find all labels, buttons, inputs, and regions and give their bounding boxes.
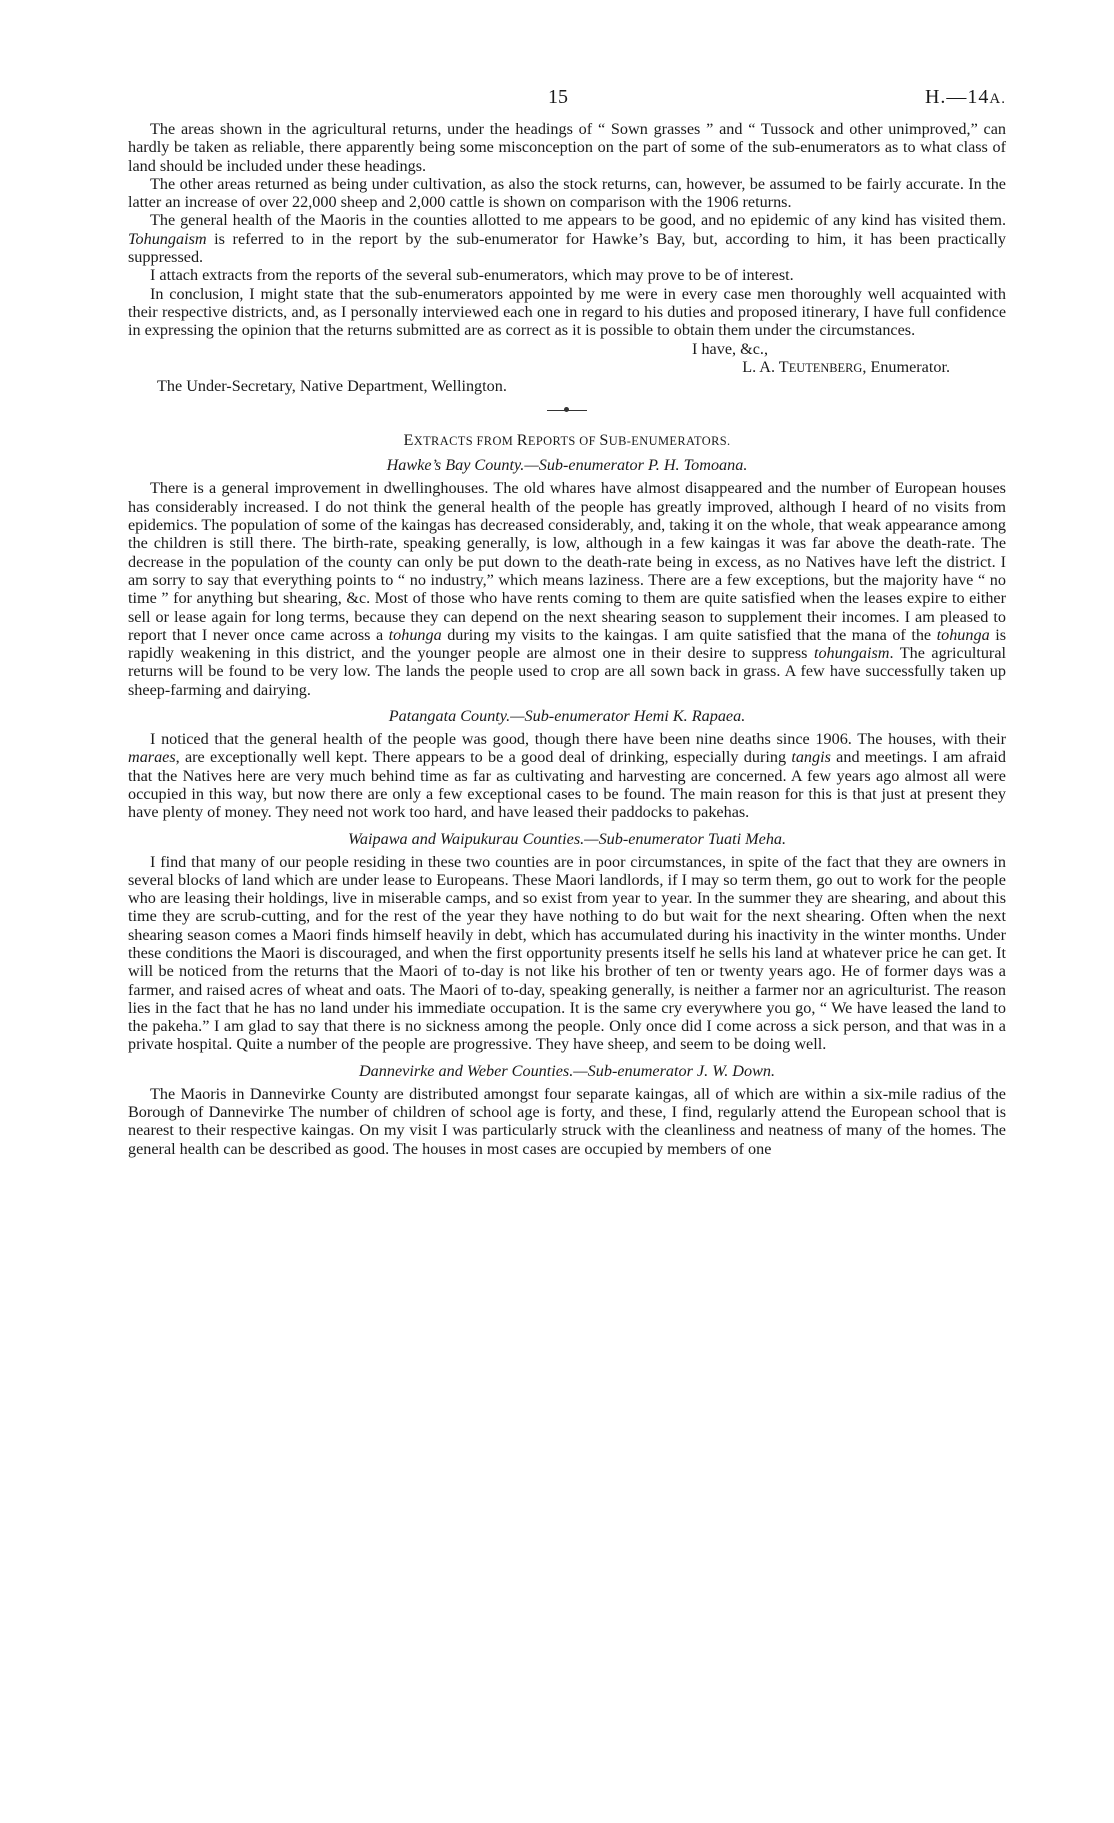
section-heading-patangata: Patangata County.—Sub-enumerator Hemi K. Rapaea. xyxy=(388,707,746,726)
text-run: The general health of the Maoris in the counties allotted to me appears to be good, and no epidemic of any kind has visited them. xyxy=(150,211,1006,230)
section-paragraph: The Maoris in Dannevirke County are distributed amongst four separate kaingas, all of which are within a six-mile radius of the Borough of Dannevirke The number of children of school age is forty, and these, I find, regularly attend the European school that is nearest to their respective kaingas. On my visit I was particularly struck with the cleanliness and neatness of many of the homes. The general health can be described as good. The houses in most cases are occupied by members of one xyxy=(128,1084,1006,1158)
reference-suffix: A. xyxy=(989,91,1006,107)
extracts-heading: EXTRACTS FROM REPORTS OF SUB-ENUMERATORS. xyxy=(403,431,731,450)
section-paragraph: I find that many of our people residing in these two counties are in poor circumstances, in spite of the fact that they are owners in several blocks of land which are under lease to Europeans. These Maori landlords, if I may so term them, go out to work for the people who are leasing their holdings, live in miserable camps, and so exist from year to year. In the summer they are shearing, and about this time they are scrub-cutting, and for the rest of the year they have nothing to do but wait for the next shearing. Often when the next shearing season comes a Maori finds himself heavily in debt, which has accumulated during his inactivity in the winter months. Under these conditions the Maori is discouraged, and when the first opportunity presents itself he sells his land at whatever price he can get. It will be noticed from the returns that the Maori of to-day is not like his brother of ten or twenty years ago. He of former days was a farmer, and raised acres of wheat and oats. The Maori of to-day, speaking generally, is neither a farmer nor an agriculturist. The reason lies in the fact that he has no land under his immediate occupation. It is the same cry everywhere you go, “ We have leased the land to the pakeha.” I am glad to say that there is no sickness among the people. Only once did I come across a sick person, and that was in a private hospital. Quite a number of the people are progressive. They have sheep, and seem to be doing well. xyxy=(128,852,1006,1054)
page-number: 15 xyxy=(548,86,568,108)
surname-rest: EUTENBERG xyxy=(788,360,863,375)
intro-paragraph xyxy=(128,211,1006,266)
italic-term: tangis xyxy=(791,748,831,767)
intro-paragraph: In conclusion, I might state that the sub-enumerators appointed by me were in every case men thoroughly well acquainted with their respective districts, and, as I personally interviewed each one in regard to his duties and proposed itinerary, I have full confidence in expressing the opinion that the returns submitted are as correct as it is possible to obtain them under the circumstances. xyxy=(128,284,1006,340)
italic-term: tohunga xyxy=(936,625,990,644)
signature-name xyxy=(128,358,1006,377)
addressee: The Under-Secretary, Native Department, Wellington. xyxy=(157,377,507,396)
section-heading-waipawa: Waipawa and Waipukurau Counties.—Sub-enumerator Tuati Meha. xyxy=(347,829,787,848)
intro-paragraph: The other areas returned as being under cultivation, as also the stock returns, can, however, be assumed to be fairly accurate. In the latter an increase of over 22,000 sheep and 2,000 cattle is shown on comparison with the 1906 returns. xyxy=(128,174,1006,212)
signature-initials: L. A. xyxy=(742,357,779,376)
section-paragraph: I noticed that the general health of the people was good, though there have been nine deaths since 1906. The houses, with their maraes, are exceptionally well kept. There appears to be a good deal of drinking, especially during tangis and meetings. I am afraid that the Natives here are very much behind time as far as cultivating and harvesting are concerned. A few years ago almost all were occupied in this way, but now there are only a few exceptional cases to be found. The main reason for this is that just at present they have plenty of money. They need not work too hard, and have leased their paddocks to pakehas. xyxy=(128,730,1006,822)
italic-term: tohungaism xyxy=(813,644,890,663)
page-header xyxy=(128,86,1006,120)
section-paragraph: There is a general improvement in dwellinghouses. The old whares have almost disappeared and the number of European houses has considerably increased. I do not think the general health of the people has greatly improved, although I heard of no visits from epidemics. The population of some of the kaingas has decreased considerably, and, taking it on the whole, that weak appearance among the children is still there. The birth-rate, speaking generally, is low, although in a few kaingas it was far above the death-rate. The decrease in the population of the county can only be put down to the death-rate being in excess, as no Natives have left the district. I am sorry to say that everything points to “ no industry,” which means laziness. There are a few exceptions, but the majority have “ no time ” for anything but shearing, &c. Most of those who have rents coming to them are quite satisfied when the leases expire to either sell or lease again for long terms, because they can depend on the next shearing season to supplement their incomes. I am pleased to report that I never once came across a tohunga during my visits to the kaingas. I am quite satisfied that the mana of the tohunga is rapidly weakening in this district, and the younger people are almost one in their desire to suppress tohungaism. The agricultural returns will be found to be very low. The lands the people used to crop are all sown back in grass. A few have successfully taken up sheep-farming and dairying. xyxy=(128,479,1006,699)
reference-main: H.—14 xyxy=(924,86,990,108)
signature-title: , Enumerator. xyxy=(862,357,950,376)
italic-term: tohunga xyxy=(388,625,442,644)
document-reference xyxy=(925,86,1006,109)
italic-term: maraes xyxy=(128,748,176,767)
italic-term: Tohungaism xyxy=(128,229,207,248)
intro-paragraph: The areas shown in the agricultural returns, under the headings of “ Sown grasses ” and “ Tussock and other unimproved,” can hardly be taken as reliable, there apparently being some misconception on the part of some of the sub-enumerators as to what class of land should be included under these headings. xyxy=(128,120,1006,175)
section-divider xyxy=(547,410,587,411)
signature-closing: I have, &c., xyxy=(692,339,768,358)
surname-initial: T xyxy=(778,357,789,376)
intro-paragraph: I attach extracts from the reports of the several sub-enumerators, which may prove to be of interest. xyxy=(150,266,794,285)
section-heading-hawkes-bay: Hawke’s Bay County.—Sub-enumerator P. H. Tomoana. xyxy=(386,456,748,475)
text-run: is referred to in the report by the sub-enumerator for Hawke’s Bay, but, according to him, it has been practically suppressed. xyxy=(128,229,1006,267)
section-heading-dannevirke: Dannevirke and Weber Counties.—Sub-enumerator J. W. Down. xyxy=(358,1061,776,1080)
document-page xyxy=(128,86,1006,1158)
